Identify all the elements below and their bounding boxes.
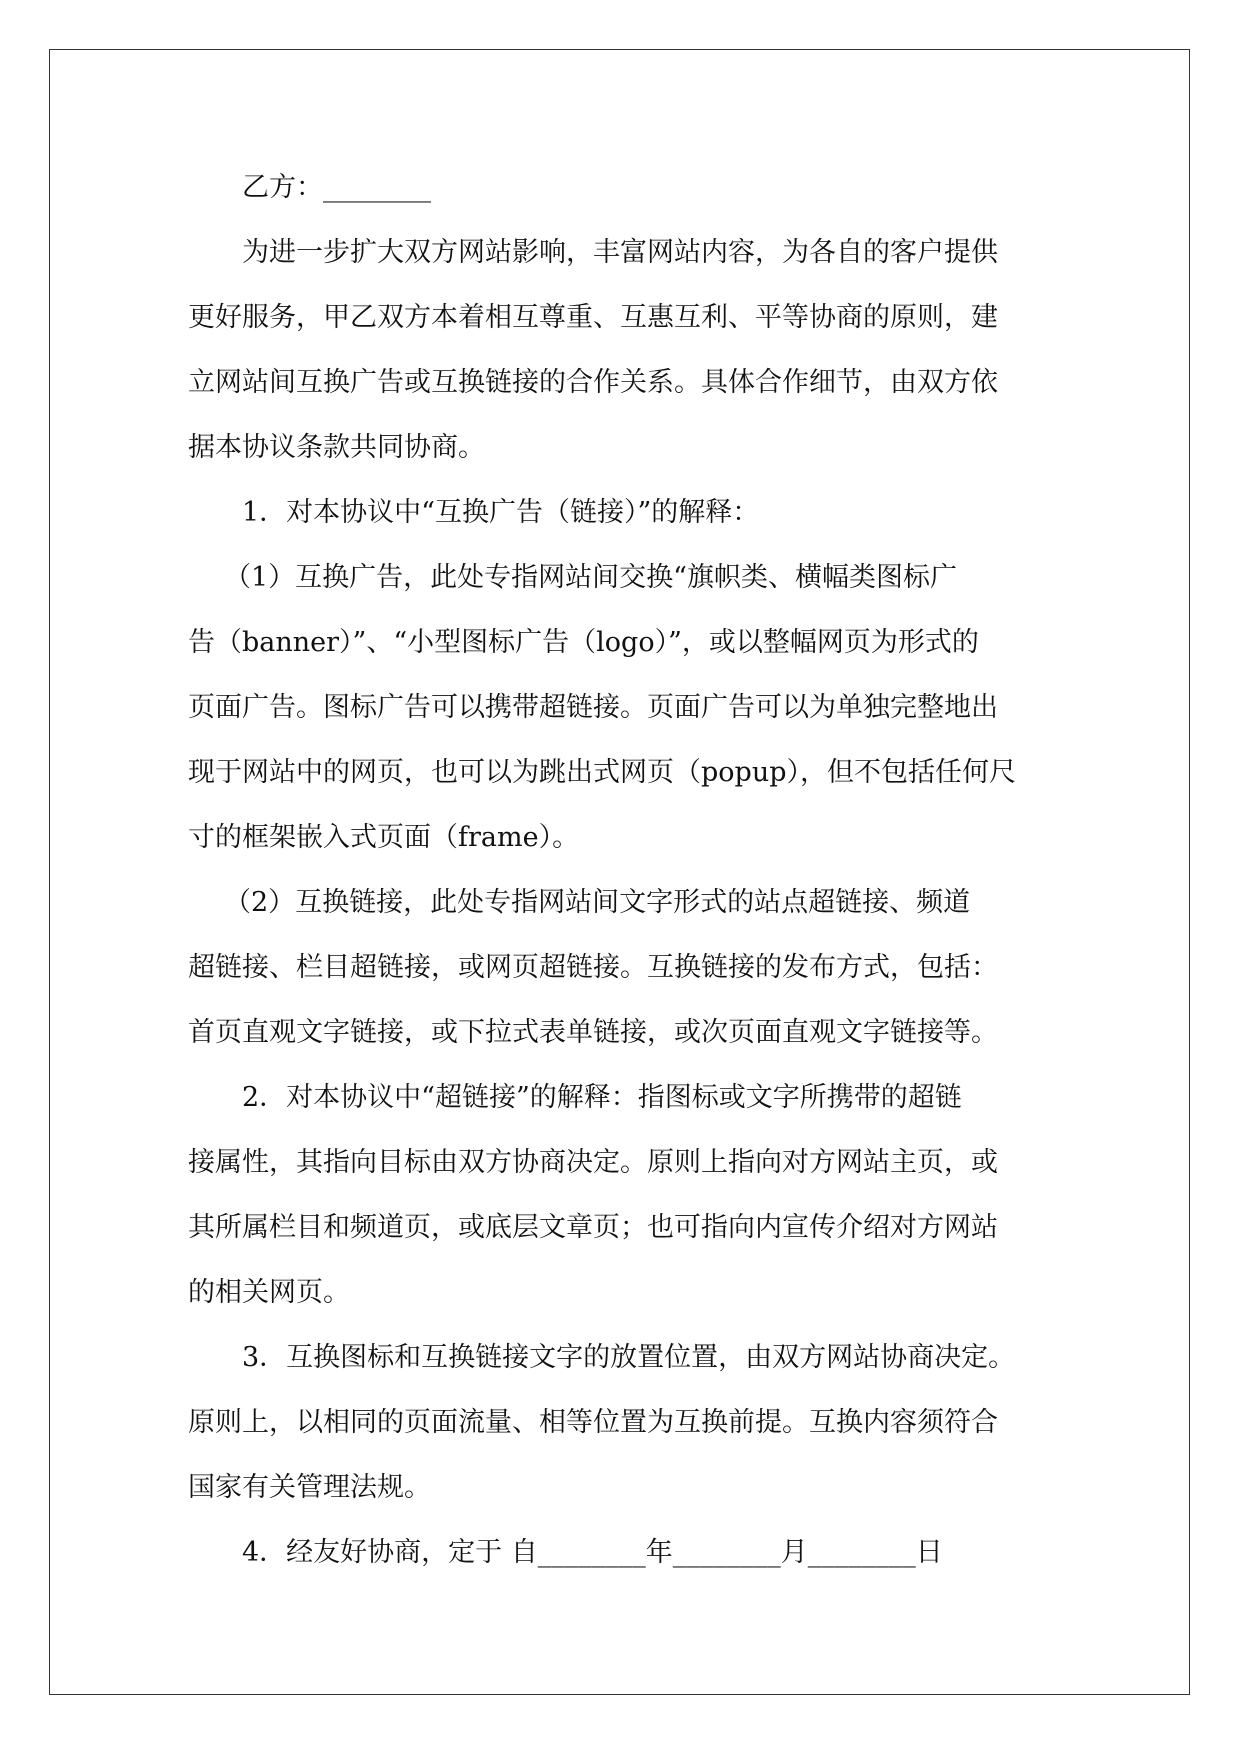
text-line: 其所属栏目和频道页，或底层文章页；也可指向内宣传介绍对方网站 [188, 1212, 998, 1243]
text-line: 3．互换图标和互换链接文字的放置位置，由双方网站协商决定。 [242, 1342, 1016, 1373]
text-line: 的相关网页。 [188, 1277, 350, 1308]
document-body [188, 155, 1064, 1585]
text-line: 超链接、栏目超链接，或网页超链接。互换链接的发布方式，包括： [188, 952, 998, 983]
text-line: 国家有关管理法规。 [188, 1472, 431, 1503]
text-line: 告（banner）”、“小型图标广告（logo）”，或以整幅网页为形式的 [188, 627, 979, 658]
text-line: 2．对本协议中“超链接”的解释：指图标或文字所携带的超链 [242, 1082, 962, 1113]
text-line: 立网站间互换广告或互换链接的合作关系。具体合作细节，由双方依 [188, 367, 998, 398]
text-line: 现于网站中的网页，也可以为跳出式网页（popup），但不包括任何尺 [188, 757, 1016, 788]
text-line: 为进一步扩大双方网站影响，丰富网站内容，为各自的客户提供 [242, 237, 998, 268]
text-line: （2）互换链接，此处专指网站间文字形式的站点超链接、频道 [224, 887, 971, 918]
text-line: 1．对本协议中“互换广告（链接）”的解释： [242, 497, 760, 528]
text-line: 乙方：________ [242, 172, 431, 203]
text-line: 页面广告。图标广告可以携带超链接。页面广告可以为单独完整地出 [188, 692, 998, 723]
text-line: 首页直观文字链接，或下拉式表单链接，或次页面直观文字链接等。 [188, 1017, 998, 1048]
text-line: 接属性，其指向目标由双方协商决定。原则上指向对方网站主页，或 [188, 1147, 998, 1178]
text-line: 4．经友好协商，定于 自________年________月________日 [242, 1537, 943, 1568]
text-line: 据本协议条款共同协商。 [188, 432, 485, 463]
text-line: （1）互换广告，此处专指网站间交换“旗帜类、横幅类图标广 [224, 562, 957, 593]
text-line: 原则上，以相同的页面流量、相等位置为互换前提。互换内容须符合 [188, 1407, 998, 1438]
text-line: 寸的框架嵌入式页面（frame）。 [188, 822, 580, 853]
text-line: 更好服务，甲乙双方本着相互尊重、互惠互利、平等协商的原则，建 [188, 302, 998, 333]
